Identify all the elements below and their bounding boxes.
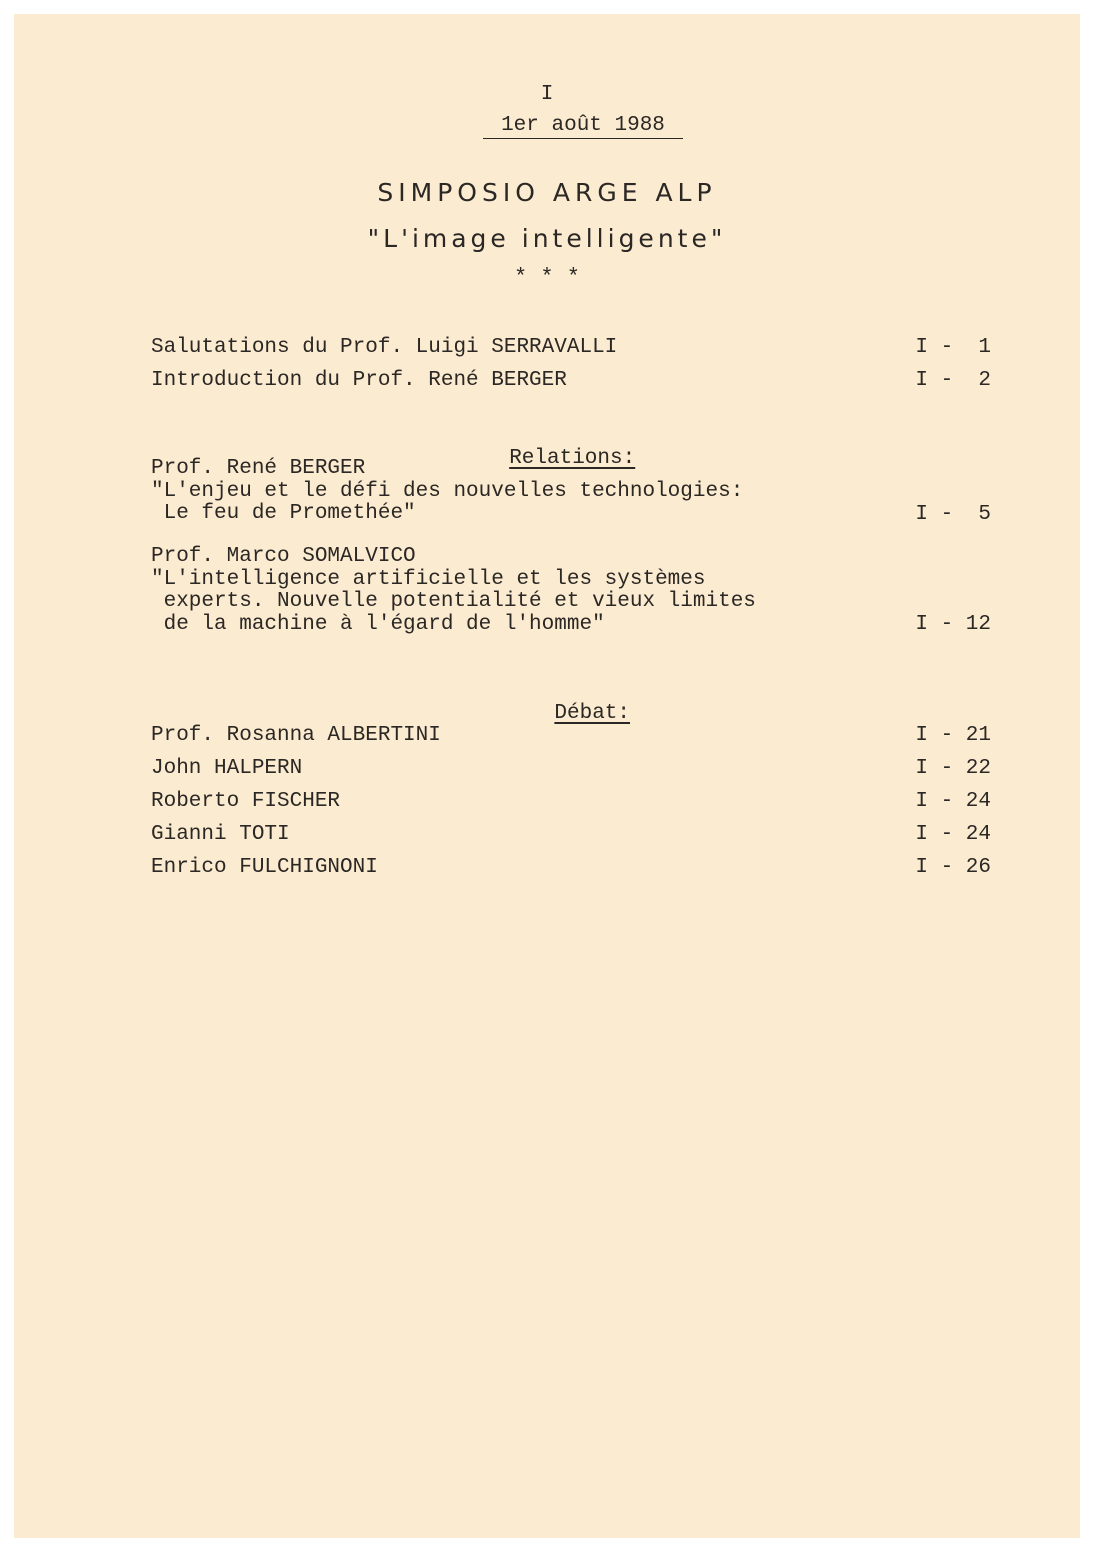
toc-entry-line: de la machine à l'égard de l'homme": [151, 612, 605, 636]
toc-entry-page-ref: I - 26: [915, 856, 991, 879]
toc-entry-page-ref: I - 2: [915, 369, 991, 392]
document-page: [14, 14, 1080, 1538]
toc-entry-line: "L'intelligence artificielle et les systèmes: [151, 567, 706, 591]
document-title: SIMPOSIO ARGE ALP: [377, 178, 717, 207]
document-subtitle: "L'image intelligente": [367, 224, 727, 253]
toc-entry: [151, 546, 991, 638]
toc-entry-line: Prof. René BERGER: [151, 457, 366, 480]
toc-entry-page-ref: I - 21: [915, 724, 991, 747]
toc-entry: [151, 458, 991, 528]
section-heading-label: Débat:: [554, 702, 631, 725]
toc-entry-page-ref: I - 22: [915, 757, 991, 780]
toc-entry-text: Roberto FISCHER: [151, 790, 341, 813]
toc-entry-line: experts. Nouvelle potentialité et vieux limites: [151, 590, 756, 613]
toc-entry-page-ref: I - 1: [915, 336, 991, 359]
separator-stars: * * *: [513, 265, 580, 290]
volume-number: I: [540, 83, 554, 106]
toc-entry-text: Enrico FULCHIGNONI: [151, 856, 378, 879]
toc-entry-line: Prof. Marco SOMALVICO: [151, 545, 416, 568]
toc-entry-text: [151, 546, 756, 636]
toc-entry-text: John HALPERN: [151, 757, 303, 780]
toc-entry-text: [151, 458, 743, 526]
section-heading-label: Relations:: [509, 447, 636, 470]
toc-entry-page-ref: I - 24: [915, 790, 991, 813]
document-date: 1er août 1988: [483, 114, 683, 139]
toc-entry-page-ref: I - 12: [915, 613, 991, 636]
toc-entry: [151, 856, 991, 948]
toc-entry-line: "L'enjeu et le défi des nouvelles technologies:: [151, 479, 744, 503]
toc-entry-line: Le feu de Promethée": [151, 502, 416, 525]
toc-entry-text: Prof. Rosanna ALBERTINI: [151, 724, 441, 747]
toc-entry-text: Gianni TOTI: [151, 823, 290, 846]
toc-entry-page-ref: I - 5: [915, 503, 991, 526]
toc-entry-text: Salutations du Prof. Luigi SERRAVALLI: [151, 336, 618, 359]
toc-entry-page-ref: I - 24: [915, 823, 991, 846]
toc-entry-text: Introduction du Prof. René BERGER: [151, 369, 567, 392]
